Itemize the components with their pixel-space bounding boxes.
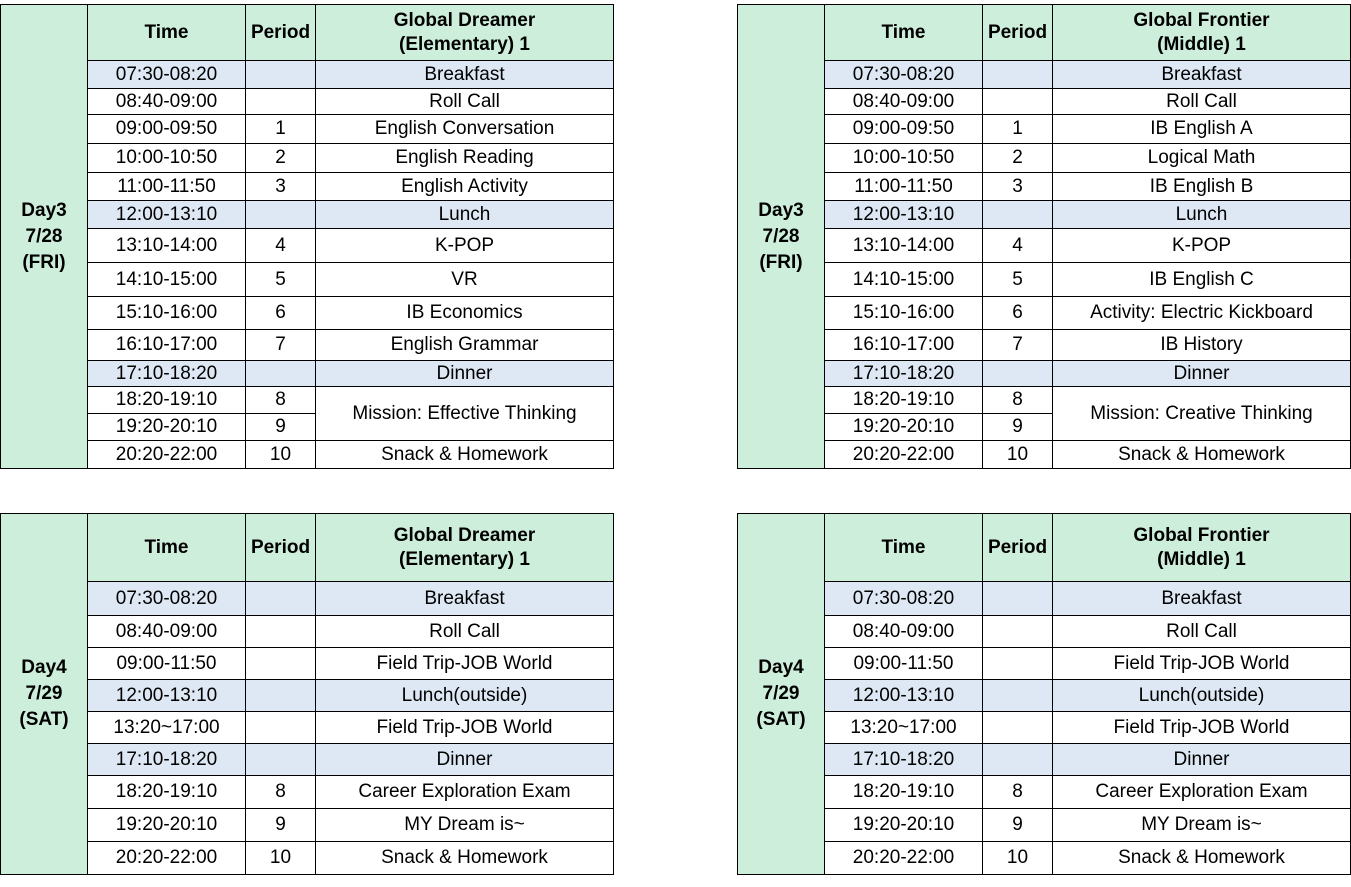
program-header-line: Global Frontier [1133, 9, 1270, 31]
meal-row [738, 582, 1351, 616]
program-header-line: Global Frontier [1133, 524, 1270, 546]
meal-row [1, 201, 614, 229]
activity-cell: Snack & Homework [1053, 842, 1351, 875]
day-label [738, 5, 825, 469]
time-cell: 17:10-18:20 [88, 361, 246, 387]
table-row [738, 144, 1351, 173]
meal-row [738, 361, 1351, 387]
activity-cell: Lunch [1053, 201, 1351, 229]
column-header-time: Time [825, 514, 983, 582]
period-cell: 10 [983, 441, 1053, 469]
period-cell [983, 361, 1053, 387]
time-cell: 08:40-09:00 [88, 89, 246, 115]
day-label [1, 514, 88, 875]
time-cell: 19:20-20:10 [825, 414, 983, 441]
time-cell: 07:30-08:20 [88, 582, 246, 616]
activity-cell: IB English B [1053, 173, 1351, 201]
period-cell: 10 [983, 842, 1053, 875]
schedule-table [737, 513, 1351, 875]
activity-cell: Logical Math [1053, 144, 1351, 173]
activity-cell: Snack & Homework [1053, 441, 1351, 469]
meal-row [1, 680, 614, 712]
table-row [1, 616, 614, 648]
activity-cell: English Conversation [316, 115, 614, 144]
table-row [738, 229, 1351, 263]
day-label-line: Day4 [21, 657, 67, 678]
time-cell: 09:00-09:50 [825, 115, 983, 144]
day-label-line: (SAT) [756, 709, 806, 730]
time-cell: 19:20-20:10 [88, 809, 246, 842]
activity-cell: English Activity [316, 173, 614, 201]
period-cell: 2 [246, 144, 316, 173]
time-cell: 08:40-09:00 [825, 616, 983, 648]
time-cell: 10:00-10:50 [825, 144, 983, 173]
activity-cell: MY Dream is~ [316, 809, 614, 842]
period-cell: 7 [246, 330, 316, 361]
activity-cell: Breakfast [316, 582, 614, 616]
time-cell: 12:00-13:10 [88, 680, 246, 712]
activity-cell: IB History [1053, 330, 1351, 361]
period-cell [983, 712, 1053, 744]
activity-cell: English Grammar [316, 330, 614, 361]
day-label-line: (FRI) [759, 251, 803, 273]
header-row [738, 514, 1351, 582]
activity-cell: Dinner [1053, 744, 1351, 776]
meal-row [1, 582, 614, 616]
activity-cell: K-POP [316, 229, 614, 263]
meal-row [1, 361, 614, 387]
activity-cell: Mission: Effective Thinking [316, 387, 614, 441]
period-cell: 4 [246, 229, 316, 263]
table-row [1, 441, 614, 469]
time-cell: 17:10-18:20 [88, 744, 246, 776]
activity-cell: Breakfast [1053, 61, 1351, 89]
column-header-period: Period [246, 5, 316, 61]
period-cell: 9 [246, 414, 316, 441]
activity-cell: Snack & Homework [316, 441, 614, 469]
column-header-time: Time [88, 514, 246, 582]
table-row [1, 809, 614, 842]
activity-cell: Dinner [1053, 361, 1351, 387]
activity-cell: K-POP [1053, 229, 1351, 263]
period-cell: 7 [983, 330, 1053, 361]
period-cell [246, 61, 316, 89]
column-header-period: Period [983, 514, 1053, 582]
period-cell: 10 [246, 842, 316, 875]
table-row [738, 173, 1351, 201]
activity-cell: VR [316, 263, 614, 297]
period-cell [983, 201, 1053, 229]
header-row [1, 5, 614, 61]
activity-cell: Roll Call [1053, 89, 1351, 115]
table-row [1, 115, 614, 144]
period-cell [983, 744, 1053, 776]
time-cell: 16:10-17:00 [825, 330, 983, 361]
meal-row [1, 744, 614, 776]
table-row [1, 842, 614, 875]
time-cell: 17:10-18:20 [825, 744, 983, 776]
period-cell: 8 [246, 776, 316, 809]
meal-row [738, 61, 1351, 89]
time-cell: 07:30-08:20 [88, 61, 246, 89]
day-label-line: 7/28 [762, 225, 800, 247]
day-label-line: 7/29 [762, 683, 800, 704]
day-label-line: Day3 [21, 199, 67, 221]
period-cell [983, 89, 1053, 115]
activity-cell: MY Dream is~ [1053, 809, 1351, 842]
activity-cell: Breakfast [1053, 582, 1351, 616]
period-cell [246, 582, 316, 616]
period-cell: 9 [983, 809, 1053, 842]
period-cell [983, 616, 1053, 648]
activity-cell: Career Exploration Exam [316, 776, 614, 809]
time-cell: 13:10-14:00 [88, 229, 246, 263]
period-cell: 2 [983, 144, 1053, 173]
period-cell: 4 [983, 229, 1053, 263]
table-row [1, 387, 614, 414]
period-cell [246, 712, 316, 744]
table-row [738, 297, 1351, 330]
activity-cell: Roll Call [316, 616, 614, 648]
program-header-line: Global Dreamer [393, 9, 536, 31]
header-row [738, 5, 1351, 61]
time-cell: 09:00-11:50 [825, 648, 983, 680]
time-cell: 08:40-09:00 [88, 616, 246, 648]
table-row [738, 616, 1351, 648]
program-header-line: (Elementary) 1 [399, 33, 530, 55]
day-label [738, 514, 825, 875]
activity-cell: Breakfast [316, 61, 614, 89]
day-label-line: 7/29 [25, 683, 63, 704]
time-cell: 12:00-13:10 [88, 201, 246, 229]
schedule-table [737, 4, 1351, 469]
period-cell: 3 [983, 173, 1053, 201]
program-header [1053, 5, 1351, 61]
activity-cell: Activity: Electric Kickboard [1053, 297, 1351, 330]
activity-cell: Dinner [316, 744, 614, 776]
table-row [738, 441, 1351, 469]
activity-cell: Lunch(outside) [316, 680, 614, 712]
table-row [1, 330, 614, 361]
period-cell: 1 [246, 115, 316, 144]
header-row [1, 514, 614, 582]
program-header-line: (Middle) 1 [1157, 33, 1246, 55]
time-cell: 07:30-08:20 [825, 61, 983, 89]
activity-cell: Mission: Creative Thinking [1053, 387, 1351, 441]
table-row [738, 330, 1351, 361]
time-cell: 13:10-14:00 [825, 229, 983, 263]
activity-cell: Career Exploration Exam [1053, 776, 1351, 809]
table-row [1, 648, 614, 680]
table-row [738, 89, 1351, 115]
table-row [738, 648, 1351, 680]
time-cell: 15:10-16:00 [88, 297, 246, 330]
activity-cell: Roll Call [1053, 616, 1351, 648]
period-cell [246, 744, 316, 776]
time-cell: 08:40-09:00 [825, 89, 983, 115]
time-cell: 18:20-19:10 [825, 387, 983, 414]
table-row [738, 263, 1351, 297]
period-cell [246, 616, 316, 648]
time-cell: 07:30-08:20 [825, 582, 983, 616]
activity-cell: English Reading [316, 144, 614, 173]
activity-cell: Snack & Homework [316, 842, 614, 875]
time-cell: 13:20~17:00 [825, 712, 983, 744]
activity-cell: Dinner [316, 361, 614, 387]
program-header [316, 5, 614, 61]
activity-cell: Field Trip-JOB World [316, 648, 614, 680]
time-cell: 16:10-17:00 [88, 330, 246, 361]
time-cell: 17:10-18:20 [825, 361, 983, 387]
table-row [1, 776, 614, 809]
meal-row [1, 61, 614, 89]
schedule-table [0, 513, 614, 875]
time-cell: 19:20-20:10 [825, 809, 983, 842]
column-header-time: Time [88, 5, 246, 61]
time-cell: 20:20-22:00 [88, 842, 246, 875]
table-row [738, 809, 1351, 842]
period-cell: 8 [246, 387, 316, 414]
activity-cell: Roll Call [316, 89, 614, 115]
table-row [1, 229, 614, 263]
table-row [1, 144, 614, 173]
time-cell: 20:20-22:00 [825, 441, 983, 469]
time-cell: 12:00-13:10 [825, 201, 983, 229]
time-cell: 13:20~17:00 [88, 712, 246, 744]
day-label-line: Day3 [758, 199, 804, 221]
period-cell [983, 582, 1053, 616]
column-header-period: Period [983, 5, 1053, 61]
activity-cell: Field Trip-JOB World [316, 712, 614, 744]
table-row [738, 776, 1351, 809]
time-cell: 18:20-19:10 [88, 776, 246, 809]
activity-cell: Field Trip-JOB World [1053, 712, 1351, 744]
period-cell [246, 201, 316, 229]
meal-row [738, 744, 1351, 776]
table-row [1, 173, 614, 201]
program-header-line: Global Dreamer [393, 524, 536, 546]
period-cell [983, 648, 1053, 680]
table-row [738, 842, 1351, 875]
time-cell: 14:10-15:00 [88, 263, 246, 297]
activity-cell: Lunch [316, 201, 614, 229]
period-cell [983, 61, 1053, 89]
time-cell: 20:20-22:00 [825, 842, 983, 875]
period-cell: 3 [246, 173, 316, 201]
period-cell [246, 648, 316, 680]
activity-cell: Field Trip-JOB World [1053, 648, 1351, 680]
column-header-period: Period [246, 514, 316, 582]
schedule-table [0, 4, 614, 469]
table-row [738, 115, 1351, 144]
time-cell: 09:00-09:50 [88, 115, 246, 144]
time-cell: 11:00-11:50 [825, 173, 983, 201]
time-cell: 10:00-10:50 [88, 144, 246, 173]
period-cell [246, 361, 316, 387]
program-header [316, 514, 614, 582]
period-cell: 6 [983, 297, 1053, 330]
period-cell [246, 680, 316, 712]
day-label-line: 7/28 [25, 225, 63, 247]
period-cell: 5 [246, 263, 316, 297]
period-cell [983, 680, 1053, 712]
period-cell: 1 [983, 115, 1053, 144]
table-row [1, 712, 614, 744]
period-cell [246, 89, 316, 115]
time-cell: 12:00-13:10 [825, 680, 983, 712]
time-cell: 11:00-11:50 [88, 173, 246, 201]
day-label [1, 5, 88, 469]
period-cell: 8 [983, 387, 1053, 414]
table-row [1, 263, 614, 297]
table-row [1, 89, 614, 115]
activity-cell: Lunch(outside) [1053, 680, 1351, 712]
table-row [738, 712, 1351, 744]
period-cell: 8 [983, 776, 1053, 809]
table-row [1, 297, 614, 330]
meal-row [738, 680, 1351, 712]
period-cell: 6 [246, 297, 316, 330]
time-cell: 15:10-16:00 [825, 297, 983, 330]
column-header-time: Time [825, 5, 983, 61]
time-cell: 19:20-20:10 [88, 414, 246, 441]
time-cell: 20:20-22:00 [88, 441, 246, 469]
time-cell: 14:10-15:00 [825, 263, 983, 297]
time-cell: 09:00-11:50 [88, 648, 246, 680]
activity-cell: IB Economics [316, 297, 614, 330]
day-label-line: (FRI) [22, 251, 66, 273]
activity-cell: IB English A [1053, 115, 1351, 144]
time-cell: 18:20-19:10 [825, 776, 983, 809]
program-header [1053, 514, 1351, 582]
period-cell: 9 [983, 414, 1053, 441]
period-cell: 9 [246, 809, 316, 842]
program-header-line: (Middle) 1 [1157, 548, 1246, 570]
day-label-line: (SAT) [19, 709, 69, 730]
table-row [738, 387, 1351, 414]
day-label-line: Day4 [758, 657, 804, 678]
time-cell: 18:20-19:10 [88, 387, 246, 414]
activity-cell: IB English C [1053, 263, 1351, 297]
period-cell: 5 [983, 263, 1053, 297]
period-cell: 10 [246, 441, 316, 469]
program-header-line: (Elementary) 1 [399, 548, 530, 570]
meal-row [738, 201, 1351, 229]
